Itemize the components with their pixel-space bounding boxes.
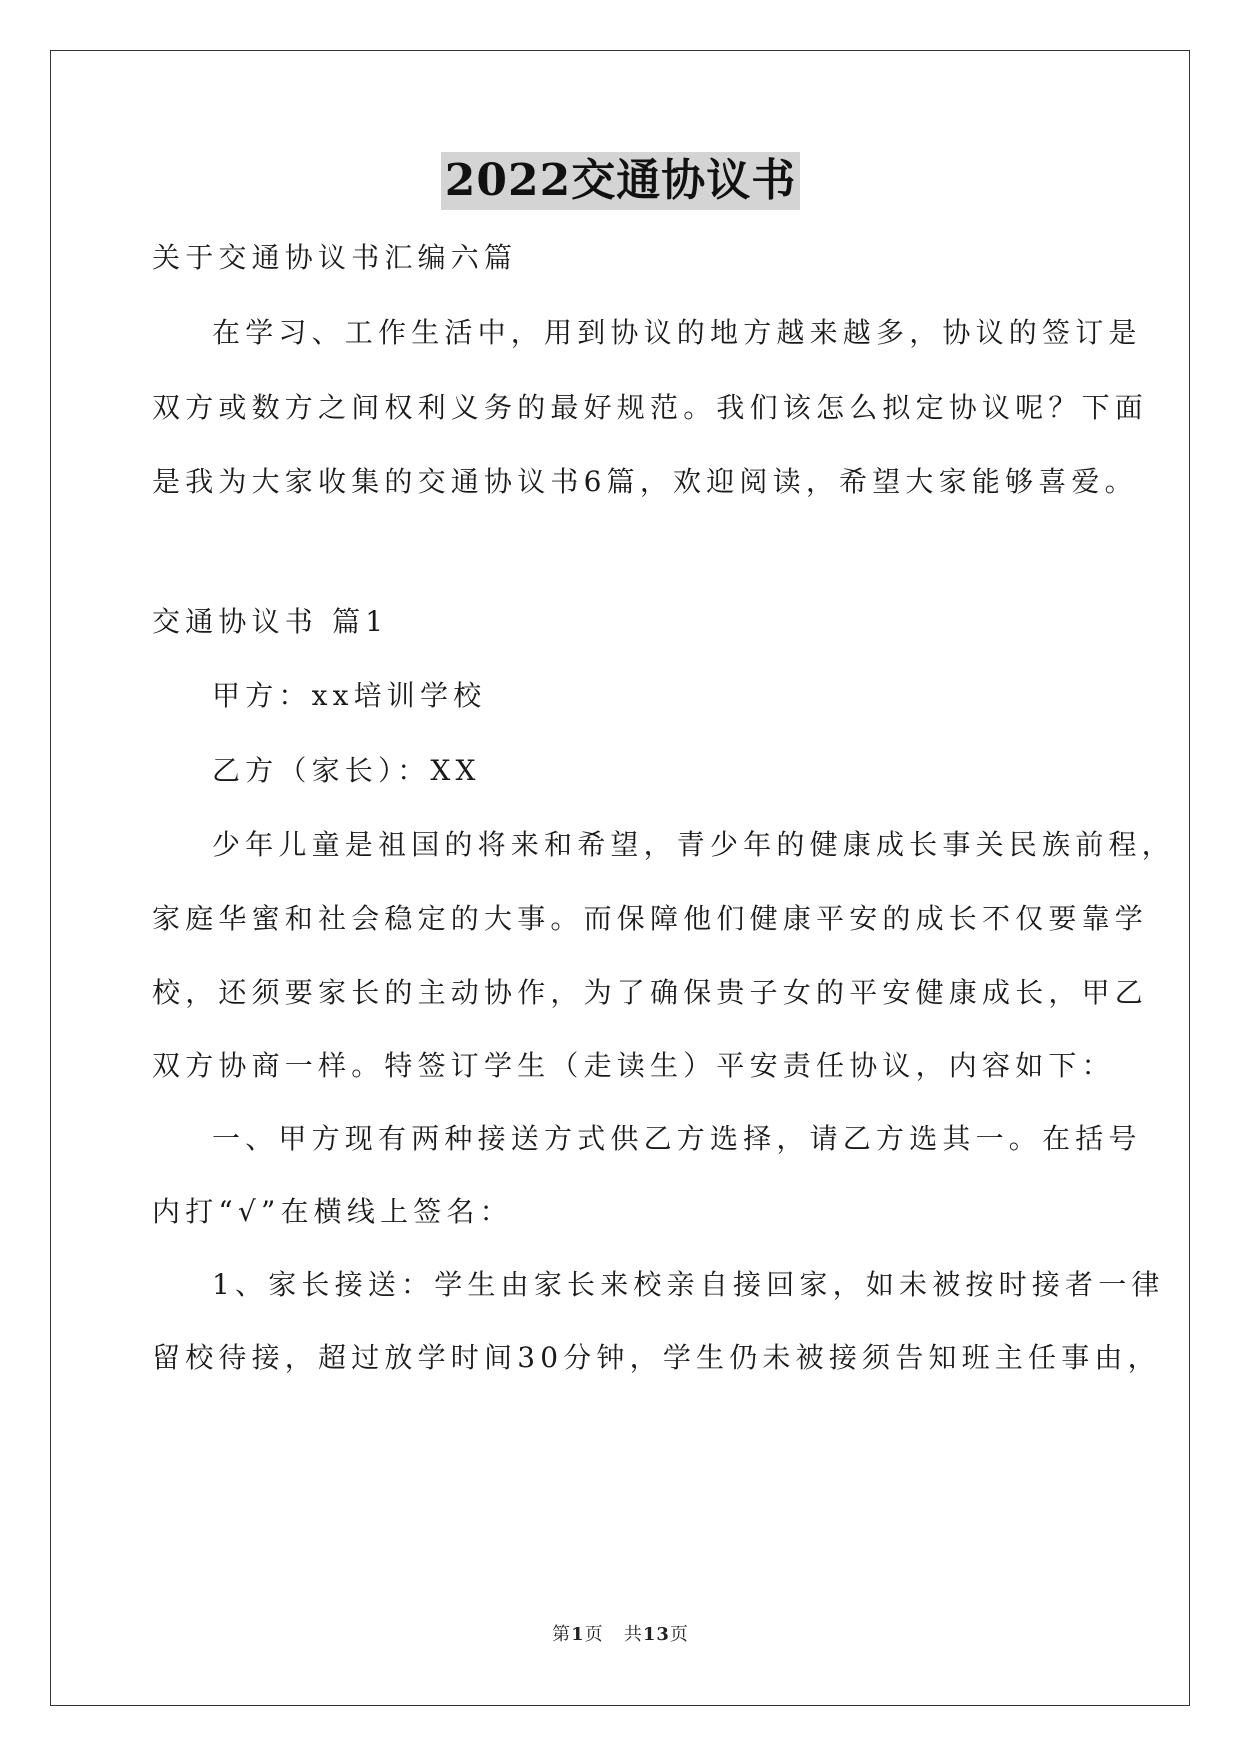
party-a: 甲方：xx培训学校 xyxy=(212,679,487,712)
total-suffix: 页 xyxy=(669,1624,689,1645)
body-line-5: 一、甲方现有两种接送方式供乙方选择，请乙方选其一。在括号 xyxy=(212,1122,1142,1155)
page-footer xyxy=(0,1620,1241,1646)
intro-line-1: 在学习、工作生活中，用到协议的地方越来越多，协议的签订是 xyxy=(212,316,1142,349)
page-suffix: 页 xyxy=(584,1624,604,1645)
body-line-6: 内打“√”在横线上签名： xyxy=(152,1195,513,1228)
body-line-7: 1、家长接送：学生由家长来校亲自接回家，如未被按时接者一律 xyxy=(212,1268,1165,1301)
page-border xyxy=(50,50,1190,1706)
total-prefix: 共 xyxy=(623,1624,643,1645)
document-subtitle: 关于交通协议书汇编六篇 xyxy=(152,241,518,274)
section-heading: 交通协议书 篇1 xyxy=(152,605,389,638)
party-b: 乙方（家长）：XX xyxy=(212,754,481,787)
body-line-2: 家庭华蜜和社会稳定的大事。而保障他们健康平安的成长不仅要靠学 xyxy=(152,902,1149,935)
intro-line-2: 双方或数方之间权利义务的最好规范。我们该怎么拟定协议呢？下面 xyxy=(152,391,1149,424)
total-pages: 13 xyxy=(642,1624,670,1645)
document-title-text: 2022交通协议书 xyxy=(441,152,800,210)
document-title xyxy=(0,152,1241,210)
page-number: 1 xyxy=(571,1624,585,1645)
body-line-3: 校，还须要家长的主动协作，为了确保贵子女的平安健康成长，甲乙 xyxy=(152,976,1149,1009)
page-prefix: 第 xyxy=(552,1624,572,1645)
intro-line-3: 是我为大家收集的交通协议书6篇，欢迎阅读，希望大家能够喜爱。 xyxy=(152,465,1138,498)
body-line-4: 双方协商一样。特签订学生（走读生）平安责任协议，内容如下： xyxy=(152,1049,1115,1082)
body-line-8: 留校待接，超过放学时间30分钟，学生仍未被接须告知班主任事由， xyxy=(152,1341,1161,1374)
body-line-1: 少年儿童是祖国的将来和希望，青少年的健康成长事关民族前程， xyxy=(212,828,1175,861)
